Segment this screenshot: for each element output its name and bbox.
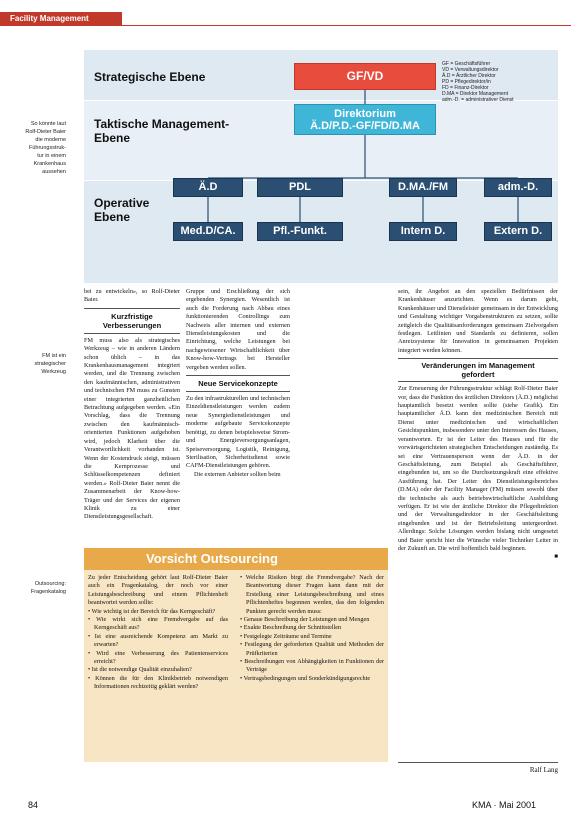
margin-note-line: Outsourcing:	[34, 581, 66, 587]
col3-heading-2: gefordert	[461, 370, 495, 380]
outsourcing-right-column	[240, 574, 384, 760]
pdl-box: PDL	[257, 178, 343, 197]
list-item: • Beschreibungen von Abhängigkeiten in Funktionen der Verträge	[240, 658, 384, 674]
col1-top-text: bei zu entwickeln», so Rolf-Dieter Baier.	[84, 288, 180, 304]
end-mark: ■	[554, 553, 558, 561]
list-item: • Wie wichtig ist der Bereich für das Kerngeschäft?	[88, 607, 216, 615]
margin-note-line: Führungsstruk-	[29, 145, 66, 151]
col1-heading: Kurzfristige Verbesserungen	[102, 311, 162, 330]
author-name: Ralf Lang	[529, 766, 558, 774]
margin-note-line: tur in einem	[37, 153, 66, 159]
col3-body: Zur Erneuerung der Führungsstruktur schlägt Rolf-Dieter Baier vor, dass die Funktion des ärztlichen Direktors (Ä.D.) möglichst hauptamtlich besetzt werden sollte (siehe Grafik). Ein hauptamtlicher Ä.D. kann den medizinischen Bereich mit Dienst unter medizinischen und wirtschaftlichen Gesichtspunkten, insbesondere unter den Interessen des Hauses, verantworten. Er ist der Leiter des Hauses und für die vorwärtsgerichteten strategischen Entscheidungen zuständig. Es sei eine Vertrauensperson wenn der Ä.D. in der Geschäftsleitung, zum Beispiel als Geschäftsführer, eingebunden ist, um so die Durchsetzungskraft eine effektive Ausführung hat. Der Leiter des Dienstleistungsbereiches (D.MA) oder der Facility Manager (FM) müssen sowohl über die technische als auch betriebswirtschaftliche Ausbildung verfügen. Er ist wie der ärztliche Direktor die Pflegedirektion und der Verwaltungsdirektor in der Geschäftsleitung eingebunden und ist der Betriebsleitung untergeordnet. Allerdings: Solche Lösungen werden bislang nicht umgesetzt und Baier spricht hier die Wünsche vieler Techniker Leiter in der Zukunft an. Die wird hoffentlich bald beginnen.	[398, 385, 558, 552]
col2-body: Zu den infrastrukturellen und technischen Einzeldienstleistungen werden zudem neue Synergiedienstleistungen und moderne aufgebaute Servicekonzepte benötigt, zu denen beispielsweise Strom- und Energieversorgungsanlagen, Speiseversorgung, Logistik, Reinigung, Sterilisation, Sicherheitsdienst sowie CAFM-Dienstleistungen gehören.	[186, 395, 290, 470]
operative-level-label-1: Operative	[94, 196, 150, 210]
extern-d-box: Extern D.	[484, 222, 552, 241]
legend-item: VD = Verwaltungsdirektor	[442, 67, 499, 73]
outsourcing-title: Vorsicht Outsourcing	[84, 548, 388, 570]
col1-body: FM muss also als strategisches Werkzeug – wie in anderen Ländern schon üblich – in das Krankenhausmanagement integriert werden, und die Trennung zwischen den kaufmännischen, administrativen und technischen FM muss zu Gunsten einer integrierten ganzheitlichen Betrachtung aufgegeben werden. «Ein Vorschlag, dass die Trennung zwischen den kaufmännisch-orientierten Funktionen aufgehoben wird, jedoch Klarheit über die Verantwortlichkeit vorhanden ist. Wenn der Kostendruck steigt, müssen die Kernprozesse und Schlüsselkompetenzen definiert werden.» Rolf-Dieter Baier nennt die Zusammenarbeit der Know-how-Träger und der Services der eigenen Klinik zu einer Dienstleistungsgesellschaft.	[84, 336, 180, 521]
heading-rule	[398, 381, 558, 382]
list-item: • Ist die notwendige Qualität einzuhalten?	[88, 666, 192, 674]
tactical-level-label-2: Ebene	[94, 131, 131, 145]
col2-top-text: Gruppe und Erschließung der sich ergebenden Synergien. Wesentlich ist auch die Forderung nach Abbau eines funktionierenden Controllings zum Nachweis aller internen und externen Dienstleistungskosten und die Einrichtung, welche Leistungen bei nachgewiesener Wirtschaftlichkeit über Know-how-Vertrags bei Hersteller vergeben werden sollen.	[186, 288, 290, 371]
list-item: • Ist eine ausreichende Kompetenz am Markt zu erwarten?	[88, 632, 228, 649]
gfvd-box: GF/VD	[294, 63, 436, 90]
legend-item: D.MA = Direktor Management	[442, 91, 508, 97]
margin-note-line: So könnte laut	[30, 121, 66, 127]
list-item: • Genaue Beschreibung der Leistungen und Mengen	[240, 616, 370, 624]
pfl-funkt-box: Pfl.-Funkt.	[257, 222, 343, 241]
margin-note-fm	[6, 352, 66, 376]
strategic-level-label: Strategische Ebene	[94, 70, 206, 84]
list-item: • Können die für den Klinikbetrieb notwendigen Informationen rechtzeitig geklärt werden?	[88, 674, 228, 691]
margin-note-outsourcing	[6, 580, 66, 596]
outsourcing-left-column	[88, 574, 228, 760]
ad-box: Ä.D	[173, 178, 243, 197]
margin-note-line: strategischer	[34, 361, 66, 367]
margin-note-line: aussehen	[42, 169, 66, 175]
medca-box: Med.D/CA.	[173, 222, 243, 241]
margin-note-line: FM ist ein	[42, 353, 66, 359]
margin-note-line: Werkzeug	[41, 369, 66, 375]
article-column-3	[398, 288, 558, 758]
margin-note-diagram	[6, 120, 66, 176]
list-item: • Exakte Beschreibung der Schnittstellen	[240, 624, 342, 632]
operative-level-label-2: Ebene	[94, 210, 131, 224]
journal-issue: KMA · Mai 2001	[472, 800, 537, 810]
list-item: • Vertragsbedingungen und Sonderkündigungsrechte	[240, 674, 371, 682]
margin-note-line: die moderne	[35, 137, 66, 143]
margin-note-line: Fragenkatalog	[30, 589, 66, 595]
col2-tail: Die externen Anbieter sollten beim	[194, 470, 281, 478]
outsourcing-box	[84, 548, 388, 762]
list-item: • Wird eine Verbesserung des Patientenservices erreicht?	[88, 649, 228, 666]
outsourcing-requirements-list	[240, 574, 384, 683]
outsourcing-question-list	[88, 608, 228, 692]
legend-item: Ä.D = Ärztlicher Direktor	[442, 73, 496, 79]
col2-heading: Neue Servicekonzepte	[198, 379, 278, 389]
heading-rule	[84, 333, 180, 334]
article-column-1	[84, 288, 180, 546]
heading-rule	[398, 358, 558, 359]
management-diagram	[84, 50, 558, 282]
intern-d-box: Intern D.	[389, 222, 457, 241]
legend-item: adm.-D. = administrativer Dienst	[442, 97, 514, 103]
adm-box: adm.-D.	[484, 178, 552, 197]
legend-item: FD = Finanz-Direktor	[442, 85, 489, 91]
page-number: 84	[28, 800, 39, 810]
abbreviation-legend	[442, 61, 514, 103]
dmafm-box: D.MA./FM	[389, 178, 457, 197]
heading-rule	[84, 308, 180, 309]
list-item: • Welche Risiken birgt die Fremdvergabe? Nach der Beantwortung dieser Fragen kann dann mit der Erstellung einer Leistungsbeschreibung und eines Pflichtenheftes begonnen werden, das den folgenden Punkten gerecht werden muss:	[240, 574, 384, 615]
legend-item: PD = Pflegedirektor/in	[442, 79, 491, 85]
list-item: • Wie wirkt sich eine Fremdvergabe auf das Kerngeschäft aus?	[88, 616, 228, 632]
heading-rule	[186, 391, 290, 392]
col3-top-text: sein, ihr Angebot an den speziellen Bedürfnissen der Krankenhäuser anzurichten. Wenn es darum geht, Krankenhäuser und Dienstleister gemeinsam in der Entwicklung und Gestaltung wichtiger Vorgabenstrukturen zu setzen, sollte zeitgleich die Qualitätsanforderungen gemeinsam Zielvorgaben festlegen. Leitlinien und Standards zu definieren, sollen Anreizsysteme für Innovation in gemeinsamen Projekten integriert werden können.	[398, 288, 558, 354]
tactical-level-label-1: Taktische Management-	[94, 117, 230, 131]
legend-item: GF = Geschäftsführer	[442, 61, 491, 67]
section-header: Facility Management	[0, 12, 122, 25]
direktorium-label: Direktorium	[334, 108, 396, 120]
margin-note-line: Krankenhaus	[33, 161, 66, 167]
col3-heading-1: Veränderungen im Management	[421, 361, 535, 371]
list-item: • Festlegung der geforderten Qualität und Methoden der Prüfkriterien	[240, 641, 384, 657]
direktorium-members: Ä.D/P.D.-GF/FD/D.MA	[310, 120, 420, 132]
list-item: • Festgelegte Zeiträume und Termine	[240, 632, 332, 640]
direktorium-box	[294, 104, 436, 135]
author-rule	[398, 762, 558, 763]
header-rule	[0, 25, 571, 26]
margin-note-line: Rolf-Dieter Baier	[25, 129, 66, 135]
article-column-2	[186, 288, 290, 546]
heading-rule	[186, 375, 290, 376]
outsourcing-intro: Zu jeder Entscheidung gehört laut Rolf-Dieter Baier auch ein Fragenkatalog, der noch vor einer Leistungsbeschreibung und einem Pflichtenheft beantwortet werden sollte:	[88, 574, 228, 607]
